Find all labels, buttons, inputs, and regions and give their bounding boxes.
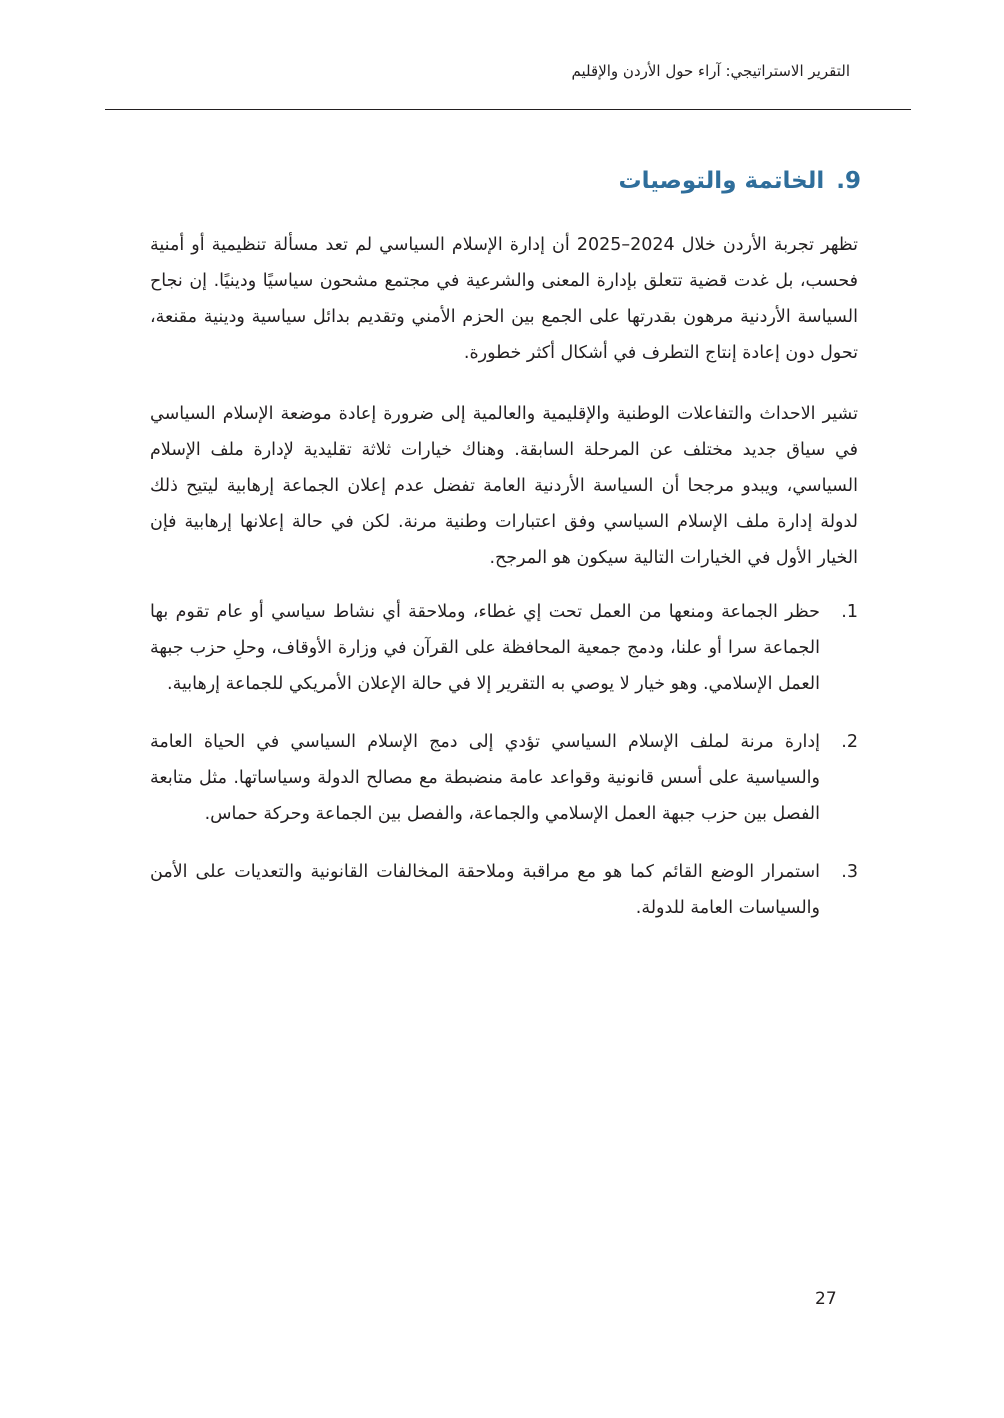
recommendation-text: إدارة مرنة لملف الإسلام السياسي تؤدي إلى دمج الإسلام السياسي في الحياة العامة والسياسية على أسس قانونية وقواعد عامة منضبطة مع مصالح الدولة وسياساتها. مثل متابعة الفصل بين حزب جبهة العمل الإسلامي والجماعة، والفصل بين الجماعة وحركة حماس. <box>150 732 820 824</box>
page-number: 27 <box>815 1289 837 1309</box>
recommendation-text: حظر الجماعة ومنعها من العمل تحت إي غطاء، وملاحقة أي نشاط سياسي أو عام تقوم بها الجماعة سرا أو علنا، ودمج جمعية المحافظة على القرآن في وزارة الأوقاف، وحلِ حزب جبهة العمل الإسلامي. وهو خيار لا يوصي به التقرير إلا في حالة الإعلان الأمريكي للجماعة إرهابية. <box>150 602 820 694</box>
section-heading <box>141 168 861 194</box>
section-title: الخاتمة والتوصيات <box>618 168 825 194</box>
recommendation-item <box>150 724 858 832</box>
running-header: التقرير الاستراتيجي: آراء حول الأردن والإقليم <box>571 62 850 80</box>
recommendation-item <box>150 854 858 926</box>
paragraph: تشير الاحداث والتفاعلات الوطنية والإقليمية والعالمية إلى ضرورة إعادة موضعة الإسلام السياسي في سياق جديد مختلف عن المرحلة السابقة. وهناك خيارات ثلاثة تقليدية لإدارة ملف الإسلام السياسي، ويبدو مرجحا أن السياسة الأردنية العامة تفضل عدم إعلان الجماعة إرهابية ليتيح ذلك لدولة إدارة ملف الإسلام السياسي وفق اعتبارات وطنية مرنة. لكن في حالة إعلانها إرهابية فإن الخيار الأول في الخيارات التالية سيكون هو المرجح. <box>150 404 858 568</box>
recommendation-number: 1. <box>841 602 858 622</box>
recommendation-number: 3. <box>841 862 858 882</box>
paragraph: تظهر تجربة الأردن خلال 2024–2025 أن إدارة الإسلام السياسي لم تعد مسألة تنظيمية أو أمنية فحسب، بل غدت قضية تتعلق بإدارة المعنى والشرعية في مجتمع مشحون سياسيًا ودينيًا. إن نجاح السياسة الأردنية مرهون بقدرتها على الجمع بين الحزم الأمني وتقديم بدائل سياسية ودينية مقنعة، تحول دون إعادة إنتاج التطرف في أشكال أكثر خطورة. <box>150 235 859 363</box>
recommendations-list <box>150 594 858 948</box>
recommendation-text: استمرار الوضع القائم كما هو مع مراقبة وملاحقة المخالفات القانونية والتعديات على الأمن والسياسات العامة للدولة. <box>150 862 820 918</box>
header-rule <box>105 109 911 110</box>
recommendation-item <box>150 594 858 702</box>
section-number: 9. <box>836 168 861 194</box>
recommendation-number: 2. <box>841 732 858 752</box>
